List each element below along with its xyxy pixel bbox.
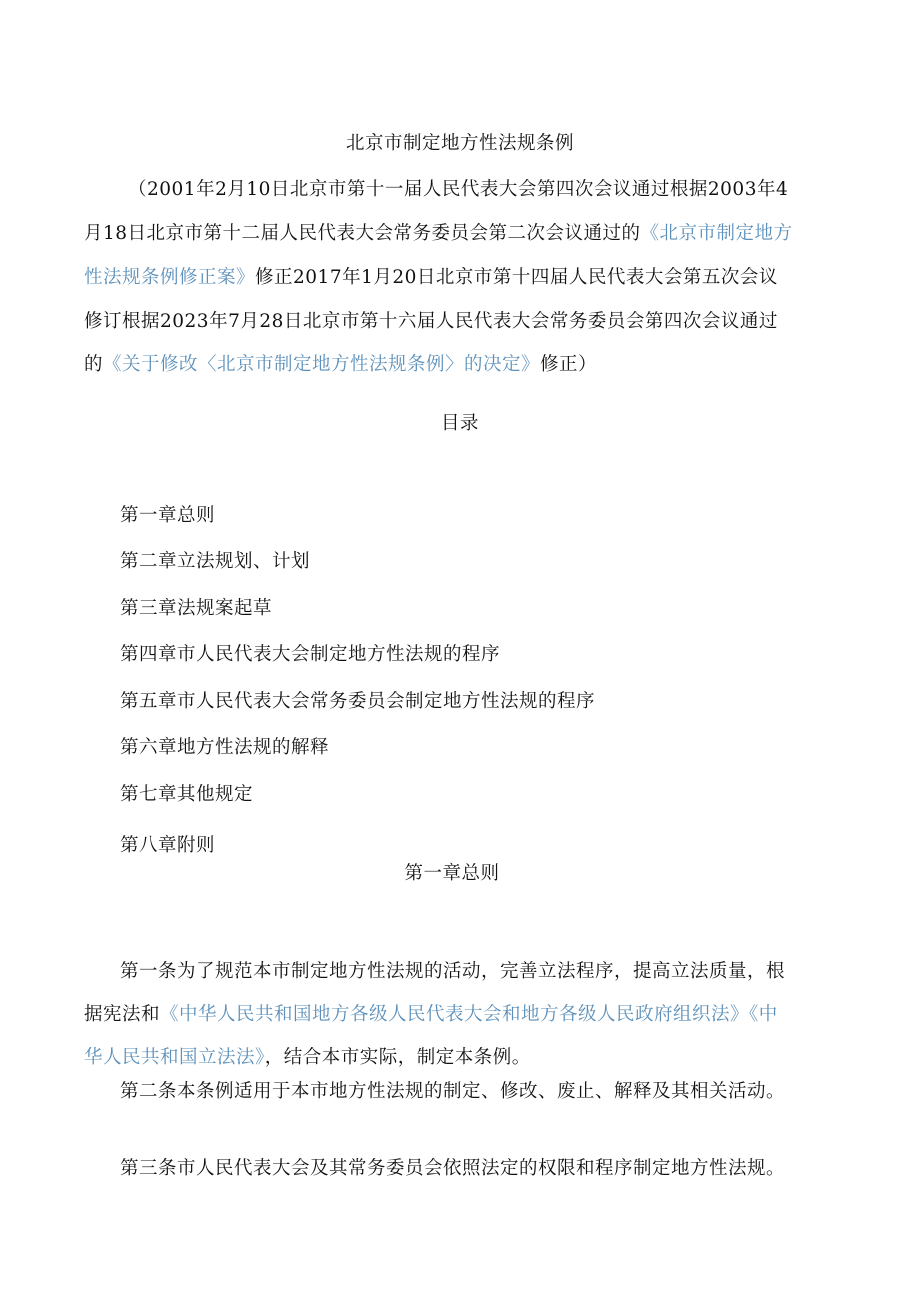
preamble-line-3	[84, 266, 778, 290]
preamble-text: 修正）	[540, 354, 598, 375]
toc-item-8[interactable]: 第八章附则	[120, 835, 216, 856]
article-1-line-3	[84, 1046, 531, 1070]
preamble-line-1: （2001年2月10日北京市第十一届人民代表大会第四次会议通过根据2003年4	[128, 179, 789, 200]
decision-link[interactable]: 《关于修改〈北京市制定地方性法规条例〉的决定》	[103, 354, 541, 375]
toc-item-4[interactable]: 第四章市人民代表大会制定地方性法规的程序	[120, 644, 501, 665]
toc-item-7[interactable]: 第七章其他规定	[120, 784, 254, 805]
chapter-heading: 第一章总则	[404, 863, 500, 884]
preamble-line-5	[84, 353, 597, 377]
toc-item-2[interactable]: 第二章立法规划、计划	[120, 551, 311, 572]
toc-item-1[interactable]: 第一章总则	[120, 505, 216, 526]
preamble-text: 的	[84, 354, 104, 375]
amendment-link[interactable]: 《北京市制定地方	[640, 223, 793, 244]
article-1-line-1: 第一条为了规范本市制定地方性法规的活动，完善立法程序，提高立法质量，根	[120, 961, 786, 982]
article-2: 第二条本条例适用于本市地方性法规的制定、修改、废止、解释及其相关活动。	[120, 1081, 786, 1102]
preamble-text: 修正2017年1月20日北京市第十四届人民代表大会第五次会议	[255, 267, 778, 288]
article-text: 据宪法和	[84, 1004, 161, 1025]
article-1-line-2	[84, 1003, 778, 1027]
preamble-line-2	[84, 222, 793, 246]
toc-title: 目录	[440, 413, 479, 434]
toc-item-5[interactable]: 第五章市人民代表大会常务委员会制定地方性法规的程序	[120, 691, 596, 712]
legislation-law-link[interactable]: 《中	[749, 1004, 778, 1025]
toc-item-3[interactable]: 第三章法规案起草	[120, 598, 273, 619]
amendment-link-cont[interactable]: 性法规条例修正案》	[84, 267, 256, 288]
toc-item-6[interactable]: 第六章地方性法规的解释	[120, 737, 330, 758]
document-title: 北京市制定地方性法规条例	[345, 133, 574, 154]
article-3: 第三条市人民代表大会及其常务委员会依照法定的权限和程序制定地方性法规。	[120, 1158, 786, 1179]
article-text: ，结合本市实际，制定本条例。	[264, 1047, 531, 1068]
legislation-law-link-cont[interactable]: 华人民共和国立法法》	[84, 1047, 265, 1068]
preamble-line-4: 修订根据2023年7月28日北京市第十六届人民代表大会常务委员会第四次会议通过	[84, 311, 778, 332]
organic-law-link[interactable]: 《中华人民共和国地方各级人民代表大会和地方各级人民政府组织法》	[160, 1004, 750, 1025]
preamble-text: 月18日北京市第十二届人民代表大会常务委员会第二次会议通过的	[84, 223, 641, 244]
